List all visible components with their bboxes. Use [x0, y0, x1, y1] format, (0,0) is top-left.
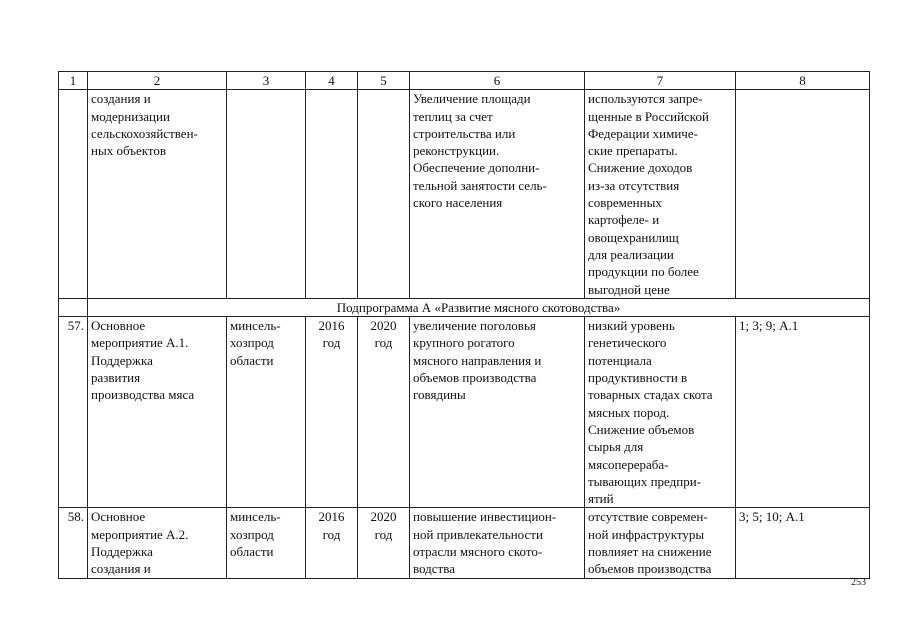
- measure-name: Основное мероприятие А.2. Поддержка создания и: [88, 508, 227, 578]
- end-year: 2020 год: [358, 317, 410, 508]
- end-year: 2020 год: [358, 508, 410, 578]
- expected-result: повышение инвестицион- ной привлекательности отрасли мясного ското- водства: [410, 508, 585, 578]
- consequences: отсутствие современ- ной инфраструктуры повлияет на снижение объемов производства: [585, 508, 736, 578]
- subprogram-number-cell: [59, 298, 88, 316]
- table-row: [59, 508, 870, 578]
- start-year: 2016 год: [306, 508, 358, 578]
- indicator-link: 1; 3; 9; А.1: [736, 317, 870, 508]
- expected-result: Увеличение площади теплиц за счет строительства или реконструкции. Обеспечение дополни- тельной занятости сель- ского населения: [410, 90, 585, 299]
- start-year: 2016 год: [306, 317, 358, 508]
- executor: [227, 90, 306, 299]
- consequences: низкий уровень генетического потенциала продуктивности в товарных стадах скота мясных пород. Снижение объемов сырья для мясоперераба- тывающих предпри- ятий: [585, 317, 736, 508]
- table-row: [59, 317, 870, 508]
- consequences: используются запре- щенные в Российской Федерации химиче- ские препараты. Снижение доходов из-за отсутствия современных картофеле- и овощехранилищ для реализации продукции по более выгодной цене: [585, 90, 736, 299]
- table-row: [59, 90, 870, 299]
- executor: минсель- хозпрод области: [227, 317, 306, 508]
- column-header: 5: [358, 72, 410, 90]
- expected-result: увеличение поголовья крупного рогатого мясного направления и объемов производства говядины: [410, 317, 585, 508]
- header-row: [59, 72, 870, 90]
- column-header: 8: [736, 72, 870, 90]
- measure-name: Основное мероприятие А.1. Поддержка развития производства мяса: [88, 317, 227, 508]
- measure-name: создания и модернизации сельскохозяйствен- ных объектов: [88, 90, 227, 299]
- indicator-link: 3; 5; 10; А.1: [736, 508, 870, 578]
- row-number: [59, 90, 88, 299]
- column-header: 3: [227, 72, 306, 90]
- measures-table: [58, 71, 870, 579]
- column-header: 4: [306, 72, 358, 90]
- row-number: 58.: [59, 508, 88, 578]
- start-year: [306, 90, 358, 299]
- column-header: 2: [88, 72, 227, 90]
- row-number: 57.: [59, 317, 88, 508]
- column-header: 7: [585, 72, 736, 90]
- subprogram-title: Подпрограмма А «Развитие мясного скотоводства»: [88, 298, 870, 316]
- page-number: 253: [851, 577, 866, 588]
- indicator-link: [736, 90, 870, 299]
- column-header: 6: [410, 72, 585, 90]
- subprogram-row: [59, 298, 870, 316]
- end-year: [358, 90, 410, 299]
- column-header: 1: [59, 72, 88, 90]
- executor: минсель- хозпрод области: [227, 508, 306, 578]
